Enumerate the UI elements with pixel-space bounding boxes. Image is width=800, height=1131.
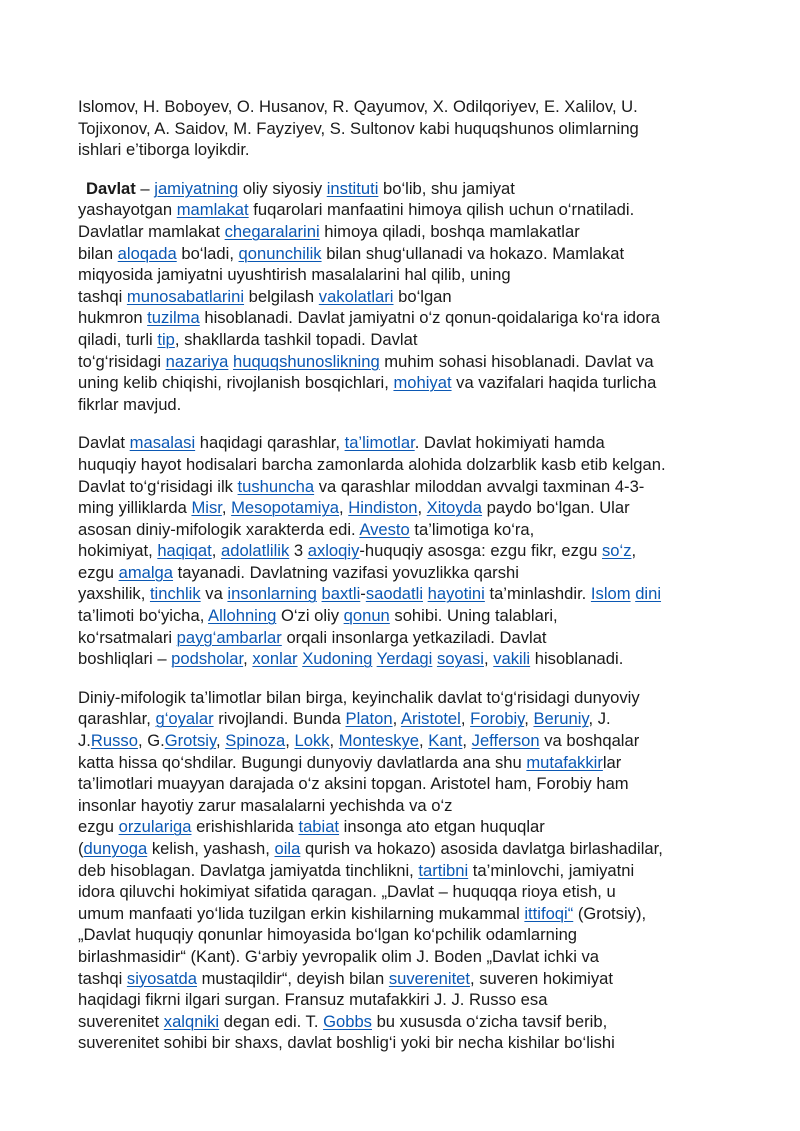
text-run: umum manfaati yo‘lida tuzilgan erkin kishilarning mukammal xyxy=(78,903,525,923)
hyperlink[interactable]: soyasi xyxy=(436,649,484,669)
text-line xyxy=(78,881,743,903)
text-run: kelish, yashash, xyxy=(147,839,275,858)
hyperlink[interactable]: insonlarning xyxy=(227,584,317,604)
hyperlink[interactable]: tartibni xyxy=(418,860,469,880)
text-run: orqali insonlarga yetkaziladi. Davlat xyxy=(281,627,547,647)
text-line xyxy=(78,838,743,860)
text-run: va boshqalar xyxy=(539,731,640,751)
text-run: haqidagi fikrni ilgari surgan. Fransuz mutafakkiri J. J. Russo esa xyxy=(78,990,548,1010)
text-run: insonga ato etgan huquqlar xyxy=(339,817,545,837)
text-run: sohibi. Uning talablari, xyxy=(389,606,558,626)
hyperlink[interactable]: nazariya xyxy=(165,351,229,371)
text-run: , xyxy=(211,541,221,561)
hyperlink[interactable]: orzulariga xyxy=(118,817,192,837)
hyperlink[interactable]: tinchlik xyxy=(149,584,201,604)
hyperlink[interactable]: adolatlilik xyxy=(221,541,290,561)
text-line xyxy=(78,454,743,476)
hyperlink[interactable]: podsholar xyxy=(171,649,244,669)
text-run: uning kelib chiqishi, rivojlanish bosqichlari, xyxy=(78,373,394,393)
text-run: bu xususda o‘zicha tavsif berib, xyxy=(371,1011,608,1031)
paragraph xyxy=(78,687,743,1054)
hyperlink[interactable]: mutafakkir xyxy=(526,752,603,772)
text-run: , xyxy=(216,731,226,751)
hyperlink[interactable]: suverenitet xyxy=(388,968,471,988)
text-run: Diniy-mifologik ta’limotlar bilan birga, keyinchalik davlat to‘g‘risidagi dunyoviy xyxy=(78,687,640,707)
text-line xyxy=(78,648,743,670)
text-line xyxy=(78,860,743,882)
text-run: va qarashlar miloddan avvalgi taxminan 4-3- xyxy=(314,476,645,496)
text-run: , xyxy=(460,709,471,729)
hyperlink[interactable]: qonun xyxy=(343,606,390,626)
text-run: hukmron xyxy=(78,308,148,328)
text-line xyxy=(78,583,743,605)
text-run: , suveren hokimiyat xyxy=(470,968,613,988)
text-run: oliy siyosiy xyxy=(238,178,327,198)
text-run: - xyxy=(360,584,366,604)
text-run: fuqarolari manfaatini himoya qilish uchun o‘rnatiladi. xyxy=(248,200,635,220)
text-run: fikrlar mavjud. xyxy=(78,394,182,414)
hyperlink[interactable]: masalasi xyxy=(129,433,196,453)
text-line xyxy=(78,1032,743,1054)
hyperlink[interactable]: vakili xyxy=(493,649,531,669)
text-run: hisoblanadi. xyxy=(530,649,624,669)
bold-term: Davlat xyxy=(86,178,136,198)
hyperlink[interactable]: huquqshunoslikning xyxy=(232,351,380,371)
text-run: , xyxy=(221,498,232,518)
hyperlink[interactable]: jamiyatning xyxy=(154,178,239,198)
text-line xyxy=(78,139,743,161)
text-run: bo‘lgan xyxy=(393,286,452,306)
text-run: va xyxy=(200,584,228,604)
text-line xyxy=(78,989,743,1011)
hyperlink[interactable]: Hindiston xyxy=(348,498,418,518)
text-run: ta’minlashdir. xyxy=(484,584,591,604)
text-run: ta’limotlari muayyan darajada o‘z aksini topgan. Aristotel ham, Forobiy ham xyxy=(78,774,629,794)
text-run: Davlatlar mamlakat xyxy=(78,221,225,241)
text-run: hisoblanadi. Davlat jamiyatni o‘z qonun-qoidalariga ko‘ra idora xyxy=(199,308,661,328)
hyperlink[interactable]: Jefferson xyxy=(471,731,540,751)
hyperlink[interactable]: Mesopotamiya xyxy=(231,498,340,518)
text-run: ta’limotiga ko‘ra, xyxy=(409,519,535,539)
hyperlink[interactable]: Xitoyda xyxy=(426,498,483,518)
text-run: insonlar hayotiy zarur masalalarni yechishda va o‘z xyxy=(78,795,453,815)
text-run: , xyxy=(631,541,637,561)
text-run: degan edi. T. xyxy=(219,1011,324,1031)
text-run: ta’limoti bo‘yicha, xyxy=(78,606,209,626)
text-run: bilan xyxy=(78,243,118,263)
text-run: suverenitet xyxy=(78,1011,164,1031)
text-run: , G. xyxy=(137,731,165,751)
text-line xyxy=(78,562,743,584)
text-run: ezgu xyxy=(78,562,119,582)
text-run: yaxshilik, xyxy=(78,584,150,604)
text-run: tashqi xyxy=(78,968,127,988)
document-page xyxy=(78,96,743,1071)
hyperlink[interactable]: hayotini xyxy=(427,584,485,604)
text-run: qurish va hokazo) asosida davlatga birlashadilar, xyxy=(300,839,663,858)
hyperlink[interactable]: qonunchilik xyxy=(238,243,322,263)
text-line xyxy=(78,627,743,649)
paragraph xyxy=(78,432,743,670)
text-line xyxy=(78,286,743,308)
text-run: qarashlar, xyxy=(78,709,156,729)
text-run: huquqiy hayot hodisalari barcha zamonlarda alohida dolzarblik kasb etib kelgan. xyxy=(78,454,666,474)
text-line xyxy=(78,730,743,752)
hyperlink[interactable]: xalqniki xyxy=(163,1011,220,1031)
text-line xyxy=(78,540,743,562)
text-run: paydo bo‘lgan. Ular xyxy=(482,498,630,518)
text-line xyxy=(78,816,743,838)
hyperlink[interactable]: munosabatlarini xyxy=(126,286,245,306)
text-run: hokimiyat, xyxy=(78,541,158,561)
hyperlink[interactable]: g‘oyalar xyxy=(155,709,214,729)
hyperlink[interactable]: tushuncha xyxy=(237,476,315,496)
text-line xyxy=(78,96,743,118)
text-line xyxy=(78,497,743,519)
text-run: „Davlat huquqiy qonunlar himoyasida bo‘lgan ko‘pchilik odamlarning xyxy=(78,925,578,945)
hyperlink[interactable]: instituti xyxy=(326,178,379,198)
hyperlink[interactable]: Spinoza xyxy=(225,731,286,751)
hyperlink[interactable]: siyosatda xyxy=(126,968,197,988)
text-run: , xyxy=(462,731,472,751)
text-run: , xyxy=(392,709,401,729)
text-run: O‘zi oliy xyxy=(276,606,344,626)
text-run: -huquqiy asosga: ezgu fikr, ezgu xyxy=(359,541,602,561)
text-run: ming yilliklarda xyxy=(78,498,192,518)
text-run: miqyosida jamiyatni uyushtirish masalalarini hal qilib, uning xyxy=(78,265,511,285)
text-run: deb hisoblagan. Davlatga jamiyatda tinchlikni, xyxy=(78,860,419,880)
hyperlink[interactable]: Avesto xyxy=(359,519,410,539)
hyperlink[interactable]: ta’limotlar xyxy=(344,433,415,453)
hyperlink[interactable]: aloqada xyxy=(117,243,177,263)
hyperlink[interactable]: vakolatlari xyxy=(318,286,394,306)
hyperlink[interactable]: Islom xyxy=(590,584,631,604)
text-line xyxy=(78,946,743,968)
text-run: yashayotgan xyxy=(78,200,177,220)
text-run: , xyxy=(524,709,534,729)
text-run: Tojixonov, A. Saidov, M. Fayziyev, S. Sultonov kabi huquqshunos olimlarning xyxy=(78,118,639,138)
text-run: haqidagi qarashlar, xyxy=(195,433,345,453)
text-line xyxy=(78,264,743,286)
text-run: , xyxy=(339,498,349,518)
hyperlink[interactable]: Lokk xyxy=(294,731,330,751)
hyperlink[interactable]: haqiqat xyxy=(157,541,212,561)
text-run: boshliqlari – xyxy=(78,649,172,669)
hyperlink[interactable]: Forobiy xyxy=(470,709,525,729)
text-line xyxy=(78,903,743,925)
text-run: tashqi xyxy=(78,286,127,306)
hyperlink[interactable]: chegaralarini xyxy=(224,221,320,241)
text-run: Islomov, H. Boboyev, O. Husanov, R. Qayumov, X. Odilqoriyev, E. Xalilov, U. xyxy=(78,97,638,116)
text-run: bilan shug‘ullanadi va hokazo. Mamlakat xyxy=(321,243,625,263)
hyperlink[interactable]: baxtli xyxy=(321,584,361,604)
text-run: 3 xyxy=(289,541,308,561)
text-line xyxy=(78,752,743,774)
text-run: muhim sohasi hisoblanadi. Davlat va xyxy=(379,351,654,371)
hyperlink[interactable]: ittifoqi“ xyxy=(524,903,574,923)
hyperlink[interactable]: Monteskye xyxy=(338,731,420,751)
text-run: lar xyxy=(602,752,622,772)
hyperlink[interactable]: Xudoning xyxy=(302,649,373,669)
paragraph xyxy=(78,96,743,161)
text-run: rivojlandi. Bunda xyxy=(213,709,346,729)
text-run: ko‘rsatmalari xyxy=(78,627,177,647)
text-run: , xyxy=(417,498,427,518)
text-run: ezgu xyxy=(78,817,119,837)
hyperlink[interactable]: tuzilma xyxy=(147,308,200,328)
hyperlink[interactable]: Gobbs xyxy=(323,1011,372,1031)
paragraph xyxy=(78,178,743,416)
text-line xyxy=(78,476,743,498)
text-run: , xyxy=(419,731,429,751)
text-run: , shakllarda tashkil topadi. Davlat xyxy=(174,329,418,349)
hyperlink[interactable]: oila xyxy=(274,839,301,858)
text-run: (Grotsiy), xyxy=(573,903,647,923)
text-line xyxy=(78,199,743,221)
text-line xyxy=(78,178,743,200)
text-run: va vazifalari haqida turlicha xyxy=(451,373,657,393)
hyperlink[interactable]: Allohning xyxy=(208,606,277,626)
hyperlink[interactable]: mohiyat xyxy=(393,373,452,393)
hyperlink[interactable]: payg‘ambarlar xyxy=(176,627,282,647)
text-line xyxy=(78,307,743,329)
text-line xyxy=(78,372,743,394)
text-line xyxy=(78,519,743,541)
text-run: ishlari e’tiborga loyikdir. xyxy=(78,140,250,160)
text-line xyxy=(78,432,743,454)
text-line xyxy=(78,329,743,351)
text-run: , xyxy=(329,731,339,751)
text-line xyxy=(78,394,743,416)
hyperlink[interactable]: axloqiy xyxy=(307,541,360,561)
hyperlink[interactable]: Kant xyxy=(428,731,463,751)
text-line xyxy=(78,795,743,817)
hyperlink[interactable]: so‘z xyxy=(601,541,632,561)
text-line xyxy=(78,1011,743,1033)
hyperlink[interactable]: Beruniy xyxy=(533,709,589,729)
text-run: , J. xyxy=(588,709,611,729)
text-run: tayanadi. Davlatning vazifasi yovuzlikka qarshi xyxy=(173,562,519,582)
text-run: to‘g‘risidagi xyxy=(78,351,166,371)
hyperlink[interactable]: xonlar xyxy=(252,649,298,669)
text-run: – xyxy=(135,178,155,198)
text-run: bo‘lib, shu jamiyat xyxy=(378,178,515,198)
text-run: , xyxy=(243,649,253,669)
text-line xyxy=(78,243,743,265)
text-run: katta hissa qo‘shdilar. Bugungi dunyoviy davlatlarda ana shu xyxy=(78,752,527,772)
text-run: ta’minlovchi, jamiyatni xyxy=(468,860,635,880)
text-run: bo‘ladi, xyxy=(176,243,239,263)
text-run: birlashmasidir“ (Kant). G‘arbiy yevropalik olim J. Boden „Davlat ichki va xyxy=(78,946,600,966)
hyperlink[interactable]: dini xyxy=(635,584,662,604)
hyperlink[interactable]: tabiat xyxy=(298,817,340,837)
text-run: qiladi, turli xyxy=(78,329,158,349)
text-line xyxy=(78,221,743,243)
text-line xyxy=(78,605,743,627)
text-line xyxy=(78,687,743,709)
hyperlink[interactable]: Russo xyxy=(90,731,138,751)
text-line xyxy=(78,773,743,795)
hyperlink[interactable]: amalga xyxy=(118,562,174,582)
text-line xyxy=(78,924,743,946)
text-line xyxy=(78,968,743,990)
text-run: ( xyxy=(78,839,84,858)
text-run: J. xyxy=(78,731,91,751)
text-run: erishishlarida xyxy=(191,817,299,837)
text-run: , xyxy=(285,731,295,751)
hyperlink[interactable]: Yerdagi xyxy=(376,649,433,669)
text-run: suverenitet sohibi bir shaxs, davlat boshlig‘i yoki bir necha kishilar bo‘lishi xyxy=(78,1033,615,1053)
hyperlink[interactable]: Platon xyxy=(345,709,393,729)
hyperlink[interactable]: Misr xyxy=(191,498,222,518)
text-line xyxy=(78,118,743,140)
hyperlink[interactable]: dunyoga xyxy=(83,839,148,858)
text-run: , xyxy=(484,649,494,669)
text-run: himoya qiladi, boshqa mamlakatlar xyxy=(319,221,580,241)
text-run: Davlat xyxy=(78,433,130,453)
hyperlink[interactable]: mamlakat xyxy=(176,200,249,220)
hyperlink[interactable]: Grotsiy xyxy=(164,731,217,751)
text-line xyxy=(78,708,743,730)
text-run: belgilash xyxy=(244,286,319,306)
text-run: asosan diniy-mifologik xarakterda edi. xyxy=(78,519,360,539)
hyperlink[interactable]: Aristotel xyxy=(400,709,461,729)
text-run: idora qiluvchi hokimiyat sifatida qaragan. „Davlat – huquqqa rioya etish, u xyxy=(78,882,616,902)
text-run: . Davlat hokimiyati hamda xyxy=(414,433,605,453)
text-run: Davlat to‘g‘risidagi ilk xyxy=(78,476,238,496)
text-run: mustaqildir“, deyish bilan xyxy=(197,968,389,988)
hyperlink[interactable]: tip xyxy=(157,329,175,349)
hyperlink[interactable]: saodatli xyxy=(365,584,424,604)
text-line xyxy=(78,351,743,373)
